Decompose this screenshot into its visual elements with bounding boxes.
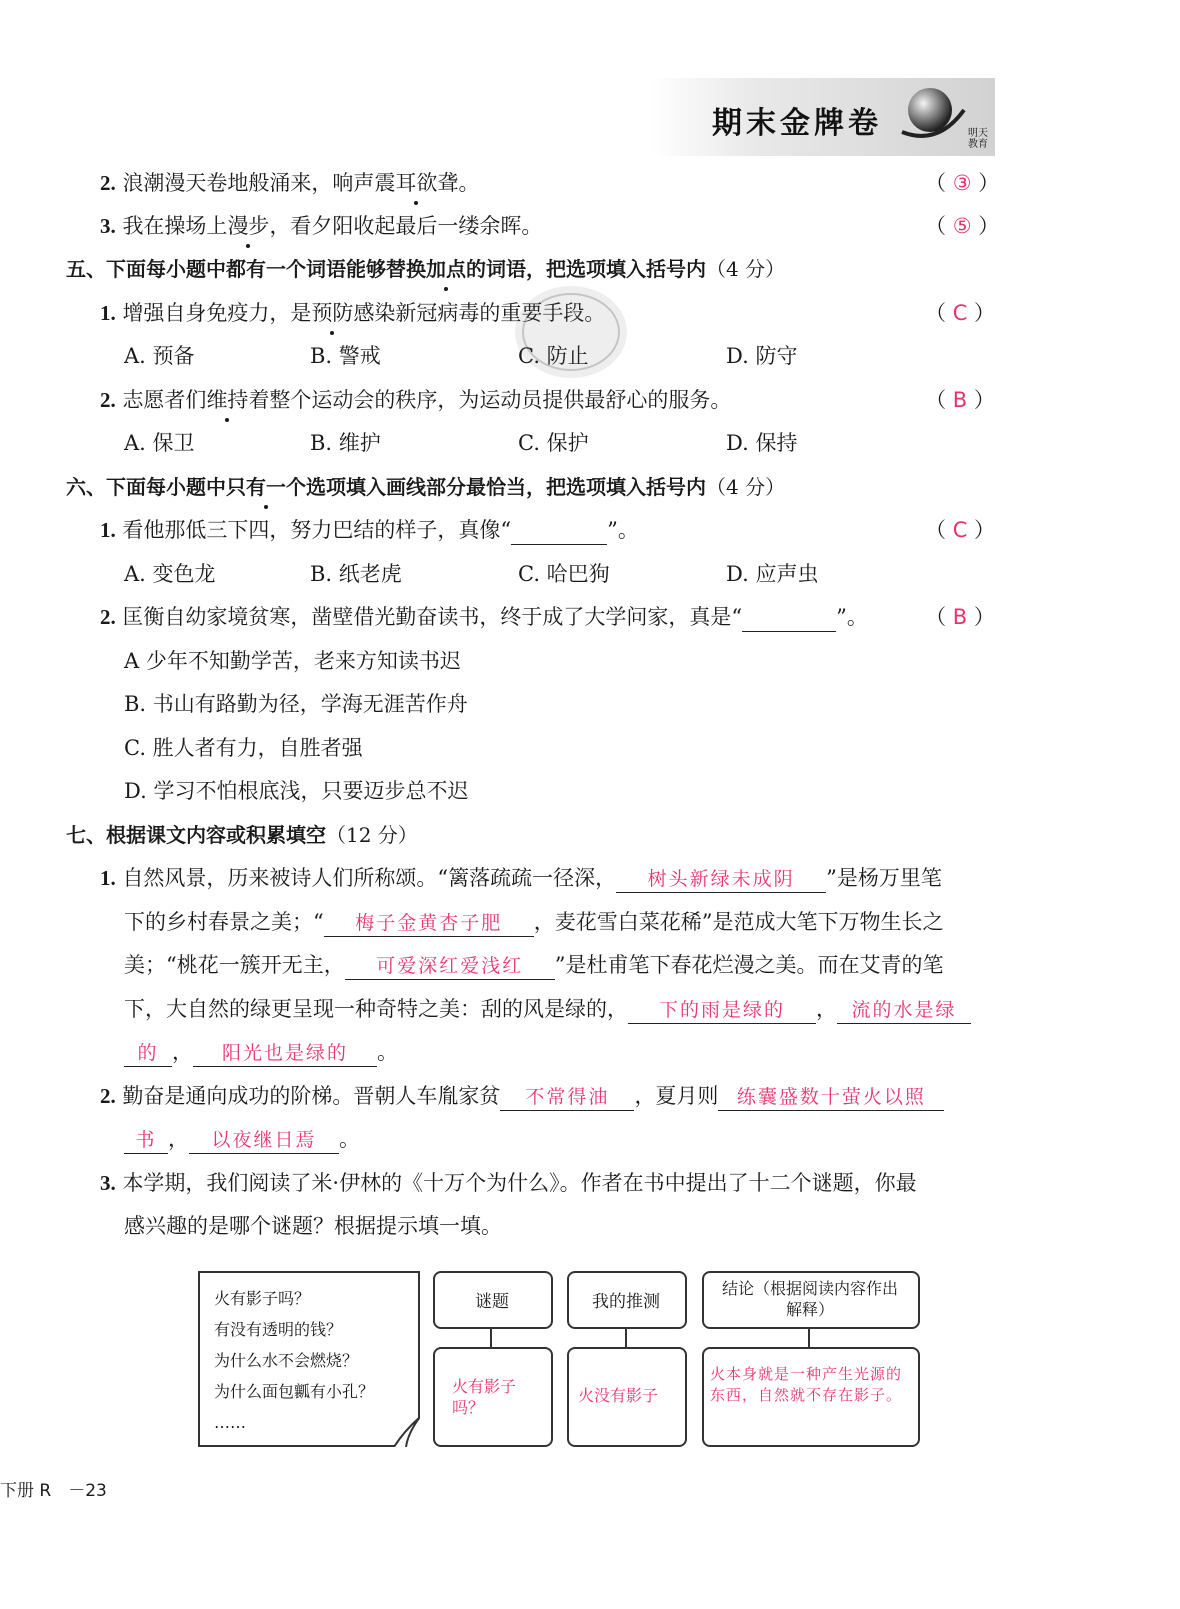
watermark-stamp xyxy=(512,282,630,382)
note-item: 有没有透明的钱？ xyxy=(214,1320,343,1339)
answer-guess: 火没有影子 xyxy=(578,1386,659,1405)
option-5-2-a: A. 保卫 xyxy=(124,431,195,455)
logo-sphere-icon xyxy=(898,80,968,150)
section-6-title: 六、下面每小题中只有一个选项填入画线部分最恰当，把选项填入括号内（4 分） xyxy=(66,472,785,502)
header-title: 期末金牌卷 xyxy=(712,106,882,141)
page-curl-icon xyxy=(394,1417,420,1447)
option-6-1-a: A. 变色龙 xyxy=(124,562,216,586)
answer-paren-5-2: （ B ） xyxy=(925,388,995,412)
option-5-1-c: C. 防止 xyxy=(518,344,589,368)
column-title-guess: 我的推测 xyxy=(592,1292,660,1312)
question-6-1: 1. 看他那低三下四，努力巴结的样子，真像“ ”。 xyxy=(100,515,639,545)
section-5-title: 五、下面每小题中都有一个词语能够替换加点的词语，把选项填入括号内（4 分） xyxy=(66,254,785,284)
section-7-title: 七、根据课文内容或积累填空（12 分） xyxy=(66,823,418,847)
option-5-2-d: D. 保持 xyxy=(726,431,798,455)
question-4-2: 2. 浪潮漫天卷地般涌来，响声震耳欲聋。 xyxy=(100,168,479,198)
option-5-1-d: D. 防守 xyxy=(726,344,798,368)
q7-3-line2: 感兴趣的是哪个谜题？根据提示填一填。 xyxy=(124,1214,502,1238)
note-item: 为什么面包瓤有小孔？ xyxy=(214,1382,375,1401)
question-4-3: 3. 我在操场上漫步，看夕阳收起最后一缕余晖。 xyxy=(100,211,542,241)
answer-riddle: 火有影子吗？ xyxy=(452,1377,517,1417)
q7-3-line1: 3. 本学期，我们阅读了米·伊林的《十万个为什么》。作者在书中提出了十二个谜题，你最 xyxy=(100,1171,917,1195)
page-footer: 下册 R －23 xyxy=(0,1481,107,1501)
option-5-1-a: A. 预备 xyxy=(124,344,195,368)
connector-line xyxy=(625,1327,627,1347)
answer-paren-6-2: （ B ） xyxy=(925,605,995,629)
option-6-2-b: B. 书山有路勤为径，学海无涯苦作舟 xyxy=(124,692,468,716)
question-list-note xyxy=(198,1271,420,1447)
note-item: …… xyxy=(214,1413,246,1432)
column-title-riddle: 谜题 xyxy=(475,1292,509,1312)
question-6-2: 2. 匡衡自幼家境贫寒，凿壁借光勤奋读书，终于成了大学问家，真是“ ”。 xyxy=(100,602,868,632)
q7-1-line2: 下的乡村春景之美；“ 梅子金黄杏子肥 ，麦花雪白菜花稀”是范成大笔下万物生长之 xyxy=(124,907,943,937)
q7-1-line4: 下，大自然的绿更呈现一种奇特之美：刮的风是绿的， 下的雨是绿的 ， 流的水是绿 xyxy=(124,994,971,1024)
connector-line xyxy=(808,1327,810,1347)
answer-conclusion: 火本身就是一种产生光源的东西，自然就不存在影子。 xyxy=(710,1365,903,1404)
option-5-2-b: B. 维护 xyxy=(310,431,381,455)
column-title-conclusion: 结论（根据阅读内容作出解释） xyxy=(722,1279,899,1319)
note-item: 火有影子吗？ xyxy=(214,1289,311,1308)
option-6-2-a: A 少年不知勤学苦，老来方知读书迟 xyxy=(124,649,461,673)
question-5-1: 1. 增强自身免疫力，是预防感染新冠病毒的重要手段。 xyxy=(100,298,605,328)
answer-paren-4-3: （ ⑤ ） xyxy=(925,214,1000,238)
answer-paren-4-2: （ ③ ） xyxy=(925,171,1000,195)
answer-paren-5-1: （ C ） xyxy=(925,301,996,325)
logo-text: 明天教育 xyxy=(968,128,988,150)
option-6-1-b: B. 纸老虎 xyxy=(310,562,402,586)
question-5-2: 2. 志愿者们维持着整个运动会的秩序，为运动员提供最舒心的服务。 xyxy=(100,385,731,415)
answer-paren-6-1: （ C ） xyxy=(925,518,996,542)
option-6-2-d: D. 学习不怕根底浅，只要迈步总不迟 xyxy=(124,779,469,803)
option-5-2-c: C. 保护 xyxy=(518,431,589,455)
option-6-2-c: C. 胜人者有力，自胜者强 xyxy=(124,736,363,760)
option-6-1-c: C. 哈巴狗 xyxy=(518,562,610,586)
note-item: 为什么水不会燃烧？ xyxy=(214,1351,359,1370)
q7-2-line1: 2. 勤奋是通向成功的阶梯。晋朝人车胤家贫 不常得油 ，夏月则 练囊盛数十萤火以照 xyxy=(100,1081,944,1111)
option-5-1-b: B. 警戒 xyxy=(310,344,381,368)
q7-1-line1: 1. 自然风景，历来被诗人们所称颂。“篱落疏疏一径深， 树头新绿未成阴 ”是杨万里笔 xyxy=(100,863,942,893)
q7-1-line3: 美；“桃花一簇开无主， 可爱深红爱浅红 ”是杜甫笔下春花烂漫之美。而在艾青的笔 xyxy=(124,950,943,980)
connector-line xyxy=(490,1327,492,1347)
q7-1-line5: 的 ， 阳光也是绿的 。 xyxy=(124,1037,398,1067)
q7-2-line2: 书 ， 以夜继日焉 。 xyxy=(124,1124,360,1154)
option-6-1-d: D. 应声虫 xyxy=(726,562,819,586)
